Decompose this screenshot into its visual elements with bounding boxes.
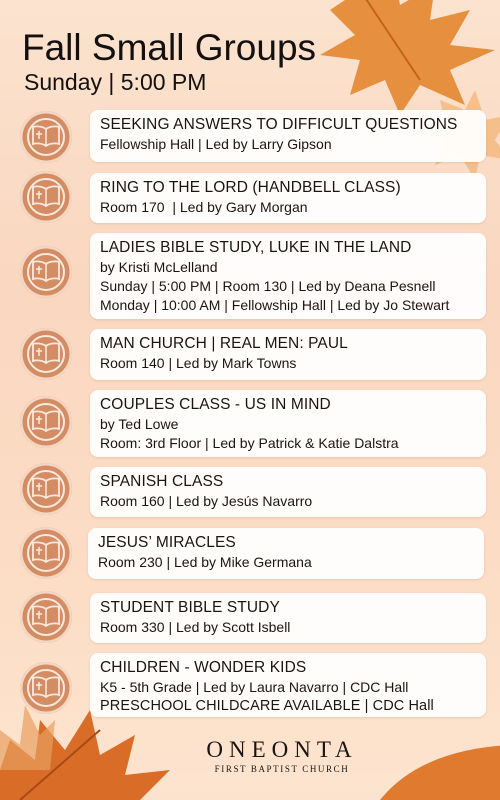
group-detail: Monday | 10:00 AM | Fellowship Hall | Led by Jo Stewart [100,297,450,313]
group-title: SPANISH CLASS [100,473,224,490]
group-title: CHILDREN - WONDER KIDS [100,659,307,676]
group-card-ladies-bible-study [90,233,486,319]
group-title: RING TO THE LORD (HANDBELL CLASS) [100,179,401,196]
group-detail: Room 140 | Led by Mark Towns [100,355,297,371]
group-card-couples-class [90,390,486,457]
group-card-student-bible-study [90,593,486,643]
group-detail: Sunday | 5:00 PM | Room 130 | Led by Deana Pesnell [100,278,436,294]
group-title: STUDENT BIBLE STUDY [100,599,280,616]
group-card-man-church [90,329,486,380]
group-title: MAN CHURCH | REAL MEN: PAUL [100,335,348,352]
group-detail: Room 230 | Led by Mike Germana [98,554,312,570]
group-title: COUPLES CLASS - US IN MIND [100,396,331,413]
bible-icon [20,396,72,448]
bible-icon [20,463,72,515]
autumn-leaf-icon [380,740,500,800]
page-subtitle: Sunday | 5:00 PM [24,69,207,95]
church-logo: ONEONTA [206,737,358,762]
group-title: SEEKING ANSWERS TO DIFFICULT QUESTIONS [100,116,458,133]
group-detail: Room 330 | Led by Scott Isbell [100,619,291,635]
group-title: JESUS’ MIRACLES [98,534,236,551]
bible-icon [20,171,72,223]
bible-icon [20,246,72,298]
group-detail: Room 170 | Led by Gary Morgan [100,199,308,215]
group-detail: K5 - 5th Grade | Led by Laura Navarro | CDC Hall [100,679,409,695]
bible-icon [20,328,72,380]
group-card-jesus-miracles [88,528,484,579]
group-title: LADIES BIBLE STUDY, LUKE IN THE LAND [100,239,412,256]
group-card-spanish-class [90,467,486,517]
group-card-handbell [90,173,486,223]
group-card-seeking-answers [90,110,486,162]
group-author: by Ted Lowe [100,416,179,432]
church-subtitle: FIRST BAPTIST CHURCH [214,764,350,774]
bible-icon [20,662,72,714]
group-card-children-wonder-kids [90,653,486,717]
bible-icon [20,527,72,579]
bible-icon [20,111,72,163]
group-note: PRESCHOOL CHILDCARE AVAILABLE | CDC Hall [100,698,434,714]
group-detail: Room 160 | Led by Jesús Navarro [100,493,313,509]
group-detail: Room: 3rd Floor | Led by Patrick & Katie Dalstra [100,435,399,451]
page-title: Fall Small Groups [22,27,317,68]
group-author: by Kristi McLelland [100,259,218,275]
group-detail: Fellowship Hall | Led by Larry Gipson [100,136,332,152]
bible-icon [20,591,72,643]
